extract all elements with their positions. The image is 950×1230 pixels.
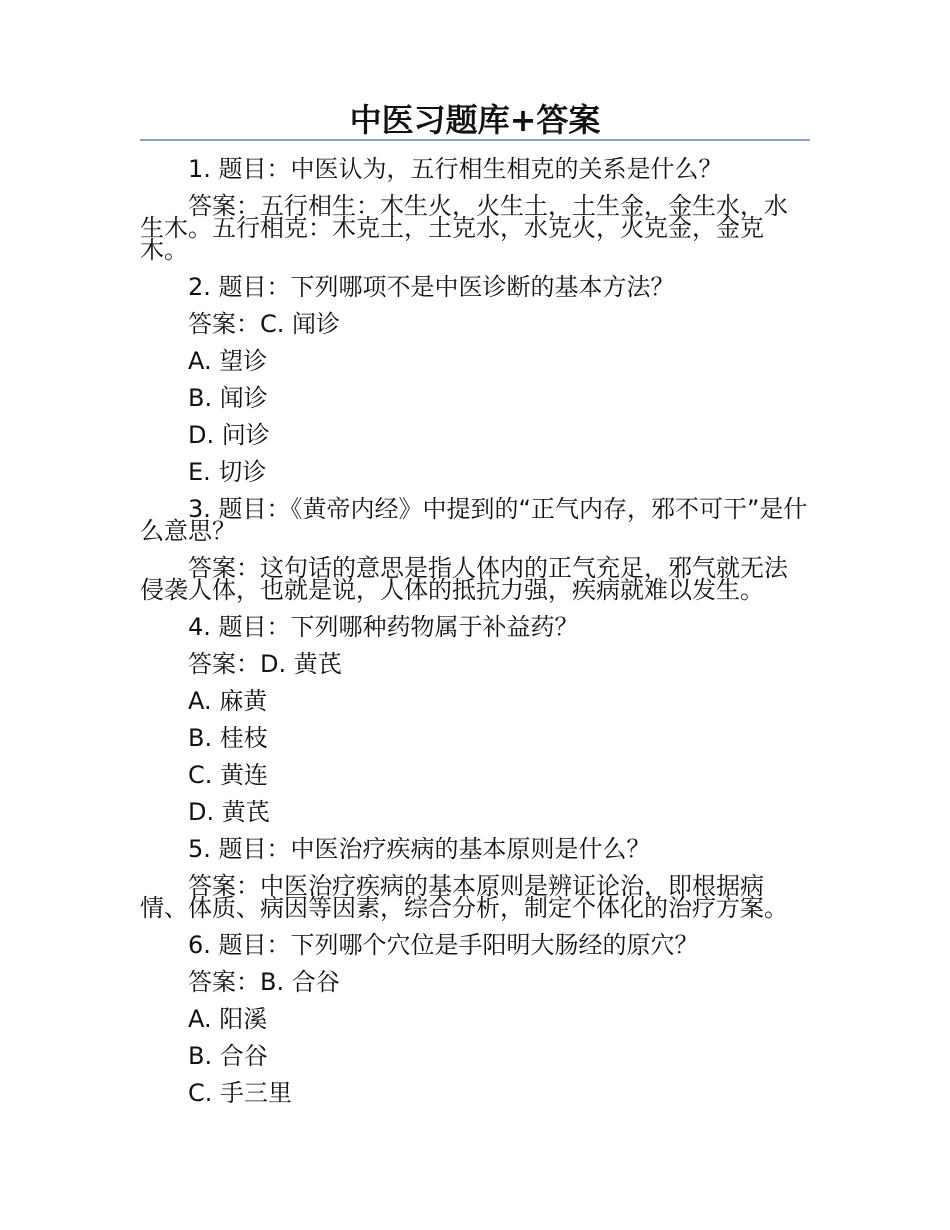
question-1: 1. 题目：中医认为，五行相生相克的关系是什么？ (188, 155, 723, 183)
option-6c: C. 手三里 (188, 1079, 293, 1107)
title-underline (140, 139, 810, 141)
option-2b: B. 闻诊 (188, 384, 268, 412)
option-4b: B. 桂枝 (188, 724, 268, 752)
answer-2: 答案：C. 闻诊 (188, 310, 341, 338)
option-2a: A. 望诊 (188, 347, 268, 375)
option-6a: A. 阳溪 (188, 1005, 268, 1033)
answer-4: 答案：D. 黄芪 (188, 650, 342, 678)
option-6b: B. 合谷 (188, 1042, 268, 1070)
question-2: 2. 题目：下列哪项不是中医诊断的基本方法？ (188, 273, 675, 301)
question-6: 6. 题目：下列哪个穴位是手阳明大肠经的原穴？ (188, 931, 699, 959)
answer-3: 答案：这句话的意思是指人体内的正气充足，邪气就无法侵袭人体，也就是说，人体的抵抗力强，疾病就难以发生。 (140, 554, 788, 604)
question-3: 3. 题目：《黄帝内经》中提到的“正气内存，邪不可干”是什么意思？ (140, 495, 808, 545)
option-4c: C. 黄连 (188, 761, 269, 789)
answer-1: 答案：五行相生：木生火，火生土，土生金，金生水，水生木。五行相克：木克土，土克水，水克火，火克金，金克木。 (140, 192, 788, 264)
page-title: 中医习题库+答案 (349, 101, 601, 139)
option-4a: A. 麻黄 (188, 687, 268, 715)
option-2e: E. 切诊 (188, 458, 267, 486)
document-body (140, 150, 810, 1111)
answer-5: 答案：中医治疗疾病的基本原则是辨证论治，即根据病情、体质、病因等因素，综合分析，制定个体化的治疗方案。 (140, 872, 788, 922)
option-4d: D. 黄芪 (188, 798, 270, 826)
answer-6: 答案：B. 合谷 (188, 968, 340, 996)
question-4: 4. 题目：下列哪种药物属于补益药？ (188, 613, 579, 641)
question-5: 5. 题目：中医治疗疾病的基本原则是什么？ (188, 835, 651, 863)
option-2d: D. 问诊 (188, 421, 270, 449)
